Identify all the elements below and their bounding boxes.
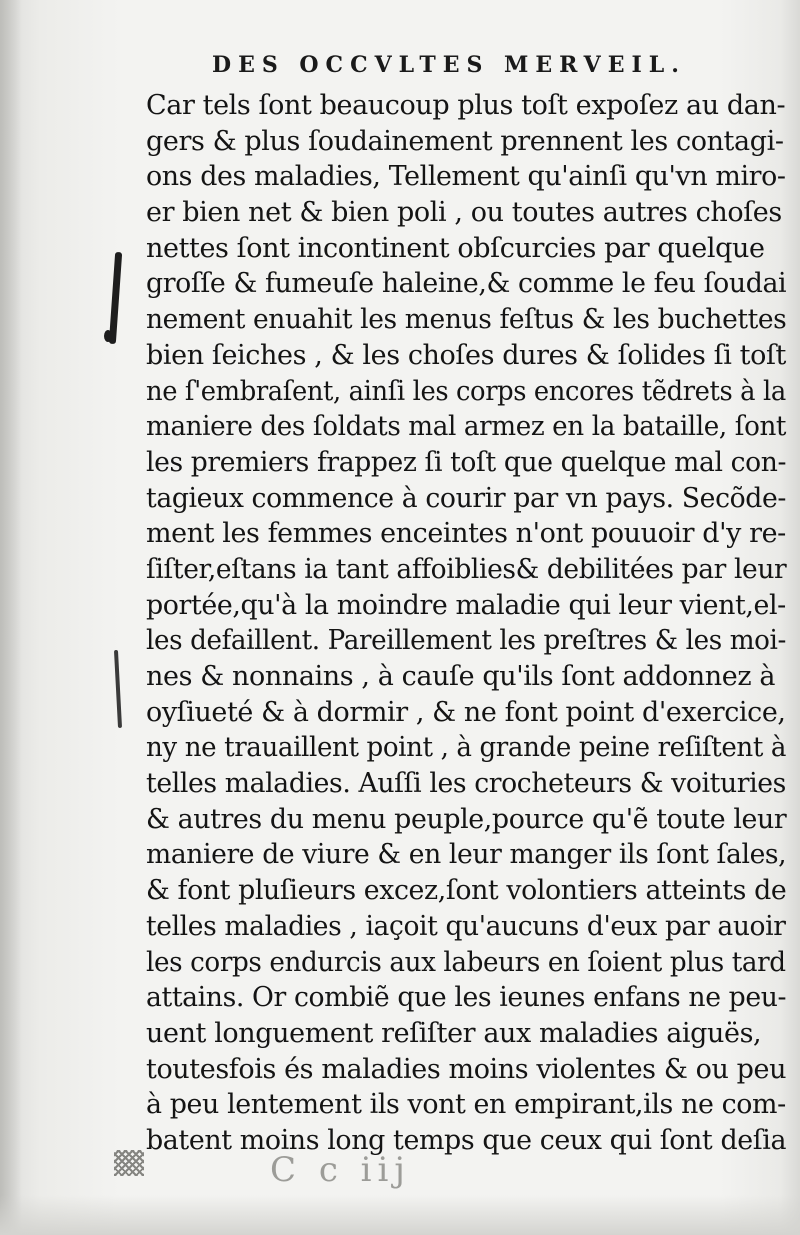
text-line: attains. Or combiẽ que les ieunes enfans ne peu- bbox=[146, 982, 787, 1014]
text-line: & autres du menu peuple,pource qu'ẽ toute leur bbox=[146, 803, 787, 835]
text-line: & font pluſieurs excez,ſont volontiers atteints de bbox=[146, 875, 787, 907]
text-line: ne ſ'embraſent, ainſi les corps encores tẽdrets à la bbox=[146, 375, 786, 407]
body-text bbox=[146, 88, 786, 1159]
text-line: bien ſeiches , & les choſes dures & ſolides ſi toſt bbox=[146, 339, 787, 371]
text-line: maniere de viure & en leur manger ils ſont ſales, bbox=[146, 839, 787, 871]
text-line: nement enuahit les menus feſtus & les buchettes bbox=[146, 304, 787, 336]
text-line: portée,qu'à la moindre maladie qui leur vient,el- bbox=[146, 589, 786, 621]
text-line: oyſiueté & à dormir , & ne font point d'exercice, bbox=[146, 696, 786, 728]
text-line: les premiers frappez ſi toſt que quelque mal con- bbox=[146, 446, 787, 478]
text-line: toutesfois és maladies moins violentes & ou peu bbox=[146, 1053, 787, 1085]
margin-mark-bracket bbox=[114, 650, 122, 728]
page-edge-shadow bbox=[0, 0, 22, 1235]
text-line: telles maladies , iaçoit qu'aucuns d'eux par auoir bbox=[146, 910, 786, 942]
running-head: DES OCCVLTES MERVEIL. bbox=[212, 52, 686, 78]
page-bottom-shadow bbox=[0, 1195, 800, 1235]
text-line: ment les femmes enceintes n'ont pouuoir d'y re- bbox=[146, 518, 786, 550]
text-line: batent moins long temps que ceux qui ſont deſia bbox=[146, 1124, 787, 1156]
text-line: gers & plus ſoudainement prennent les contagi- bbox=[146, 125, 784, 157]
library-stamp-icon bbox=[114, 1150, 144, 1176]
margin-mark-ink-dot bbox=[104, 330, 112, 342]
text-line: groſſe & fumeuſe haleine,& comme le feu ſoudai bbox=[146, 268, 787, 300]
signature-mark: C c iij bbox=[270, 1150, 411, 1190]
text-line: nes & nonnains , à cauſe qu'ils ſont addonnez à bbox=[146, 661, 776, 692]
text-line: nettes ſont incontinent obſcurcies par quelque bbox=[146, 232, 765, 264]
text-line: er bien net & bien poli , ou toutes autres choſes bbox=[146, 197, 782, 229]
text-line: ons des maladies, Tellement qu'ainſi qu'vn miro- bbox=[146, 161, 786, 193]
text-line: les corps endurcis aux labeurs en ſoient plus tard bbox=[146, 946, 786, 978]
text-line: ny ne trauaillent point , à grande peine reſiſtent à bbox=[146, 732, 787, 764]
text-line: telles maladies. Auſſi les crocheteurs & voituries bbox=[146, 768, 786, 800]
text-line: Car tels ſont beaucoup plus toſt expoſez au dan- bbox=[146, 90, 786, 121]
text-line: uent longuement reſiſter aux maladies aiguës, bbox=[146, 1017, 762, 1049]
text-line: à peu lentement ils vont en empirant,ils ne com- bbox=[146, 1089, 786, 1121]
margin-mark-pen-stroke bbox=[109, 252, 122, 344]
text-line: les defaillent. Pareillement les preſtres & les moi- bbox=[146, 625, 787, 657]
text-line: ſiſter,eſtans ia tant affoiblies& debilitées par leur bbox=[146, 553, 787, 585]
text-line: tagieux commence à courir par vn pays. Secõde- bbox=[146, 482, 786, 514]
text-line: maniere des ſoldats mal armez en la bataille, ſont bbox=[146, 411, 787, 443]
